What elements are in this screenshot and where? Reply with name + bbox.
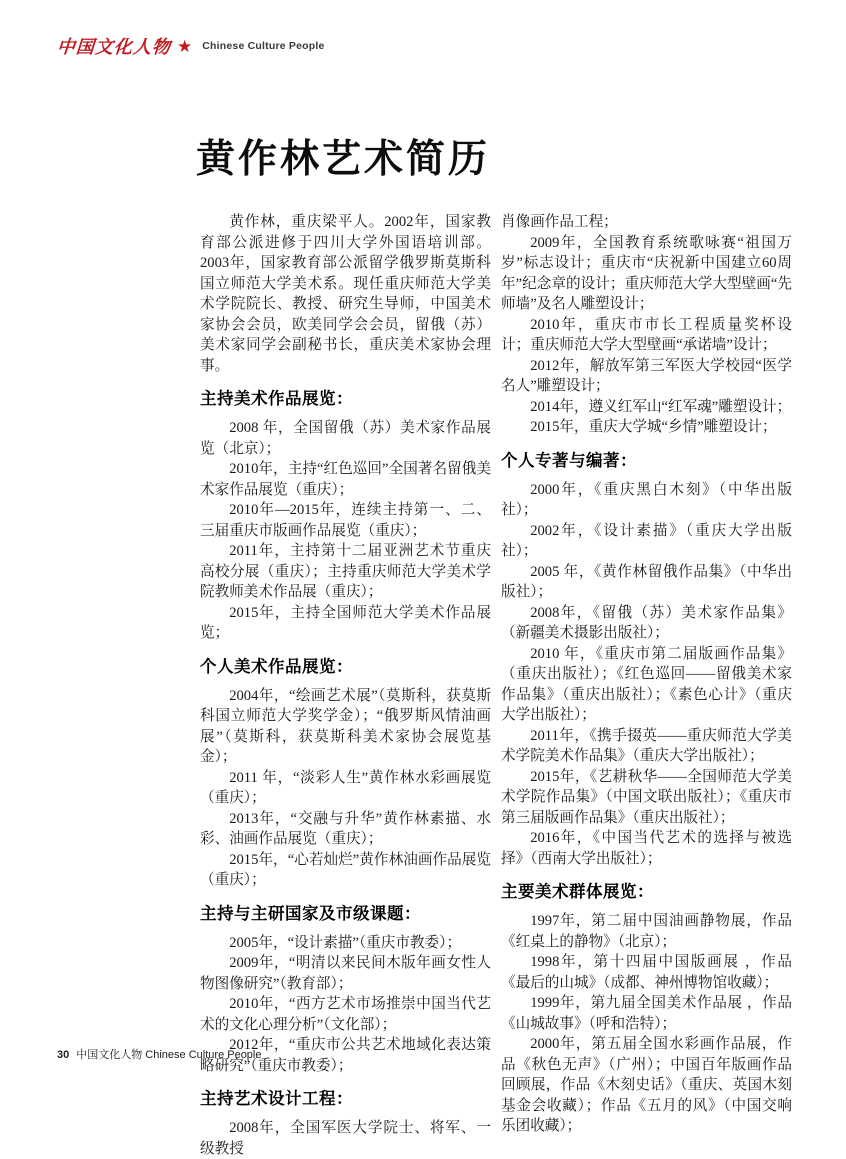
biography-paragraph: 2009年，全国教育系统歌咏赛“祖国万岁”标志设计；重庆市“庆祝新中国建立60周年”纪念章的设计；重庆师范大学大型壁画“先师墙”及名人雕塑设计； xyxy=(501,234,792,312)
page-number: 30 xyxy=(57,1049,70,1061)
biography-paragraph: 2015年，《艺耕秋华——全国师范大学美术学院作品集》（中国文联出版社）；《重庆市第三届版画作品集》（重庆出版社）； xyxy=(501,768,792,826)
biography-paragraph: 2005 年，《黄作林留俄作品集》（中华出版社）； xyxy=(501,563,792,600)
biography-paragraph: 2014年，遵义红军山“红军魂”雕塑设计； xyxy=(530,398,792,415)
right-column xyxy=(501,212,792,1134)
biography-paragraph: 黄作林，重庆梁平人。2002年，国家教育部公派进修于四川大学外国语培训部。2003年，国家教育部公派留学俄罗斯莫斯科国立师范大学美术系。现任重庆师范大学美术学院院长、教授、研究生导师，中国美术家协会会员，欧美同学会会员，留俄（苏）美术家同学会副秘书长，重庆美术家协会理事。 xyxy=(200,214,491,374)
biography-paragraph: 2010年—2015年，连续主持第一、二、三届重庆市版画作品展览（重庆）； xyxy=(200,502,491,539)
biography-paragraph: 2015年，重庆大学城“乡情”雕塑设计； xyxy=(530,419,777,435)
biography-paragraph: 2008年，全国军医大学院士、将军、一级教授 xyxy=(200,1120,491,1157)
section-heading: 主持美术作品展览： xyxy=(200,390,353,408)
biography-paragraph: 2008 年，全国留俄（苏）美术家作品展览（北京）； xyxy=(200,420,491,457)
star-icon: ★ xyxy=(177,36,193,56)
biography-paragraph: 肖像画作品工程； xyxy=(501,214,618,230)
magazine-logo-english: Chinese Culture People xyxy=(202,40,325,52)
biography-paragraph: 2013年，“交融与升华”黄作林素描、水彩、油画作品展览（重庆）； xyxy=(200,810,491,847)
biography-paragraph: 2012年，“重庆市公共艺术地域化表达策略研究”（重庆市教委）； xyxy=(200,1037,491,1074)
section-heading: 个人专著与编著： xyxy=(501,451,637,470)
biography-paragraph: 2010年，主持“红色巡回”全国著名留俄美术家作品展览（重庆）； xyxy=(200,461,491,498)
magazine-logo-chinese: 中国文化人物 xyxy=(56,37,172,58)
biography-paragraph: 1997年，第二届中国油画静物展，作品《红桌上的静物》（北京）； xyxy=(501,913,792,950)
page-title: 黄作林艺术简历 xyxy=(196,138,491,181)
biography-paragraph: 2000年，第五届全国水彩画作品展，作品《秋色无声》（广州）；中国百年版画作品回顾展，作品《木刻史话》（重庆、英国木刻基金会收藏）；作品《五月的风》（中国交响乐团收藏）； xyxy=(501,1036,792,1134)
section-heading: 主持与主研国家及市级课题： xyxy=(200,904,421,923)
biography-paragraph: 2015年，主持全国师范大学美术作品展览； xyxy=(200,604,491,641)
page-footer xyxy=(57,1046,262,1062)
biography-paragraph: 2011年，《携手掇英——重庆师范大学美术学院美术作品集》（重庆大学出版社）； xyxy=(501,727,792,764)
biography-paragraph: 2012年，解放军第三军医大学校园“医学名人”雕塑设计； xyxy=(501,357,792,394)
magazine-masthead xyxy=(57,33,325,59)
biography-paragraph: 2011年，主持第十二届亚洲艺术节重庆高校分展（重庆）；主持重庆师范大学美术学院教师美术作品展（重庆）； xyxy=(200,543,491,600)
biography-paragraph: 2008年，《留俄（苏）美术家作品集》（新疆美术摄影出版社）； xyxy=(501,604,792,641)
left-column xyxy=(200,212,491,1157)
biography-paragraph: 2010年，“西方艺术市场推崇中国当代艺术的文化心理分析”（文化部）； xyxy=(200,996,491,1033)
biography-paragraph: 2002年，《设计素描》（重庆大学出版社）； xyxy=(501,522,792,559)
biography-paragraph: 2016年，《中国当代艺术的选择与被选择》（西南大学出版社）； xyxy=(501,830,792,867)
biography-paragraph: 2005年，“设计素描”（重庆市教委）； xyxy=(229,934,462,951)
biography-paragraph: 2010年，重庆市市长工程质量奖杯设计；重庆师范大学大型壁画“承诺墙”设计； xyxy=(501,316,792,353)
biography-paragraph: 2011 年，“淡彩人生”黄作林水彩画展览（重庆）； xyxy=(200,769,491,806)
biography-paragraph: 2004年，“绘画艺术展”（莫斯科，获莫斯科国立师范大学奖学金）；“俄罗斯风情油画展”（莫斯科，获莫斯科美术家协会展览基金）； xyxy=(200,687,491,765)
biography-paragraph: 1999年，第九届全国美术作品展 ，作品《山城故事》（呼和浩特）； xyxy=(501,995,792,1032)
section-heading: 主要美术群体展览： xyxy=(501,883,654,901)
biography-paragraph: 2015年，“心若灿烂”黄作林油画作品展览（重庆）； xyxy=(200,851,491,888)
section-heading: 个人美术作品展览： xyxy=(200,657,353,676)
article-body xyxy=(200,212,792,1157)
biography-paragraph: 2000年，《重庆黑白木刻》（中华出版社）； xyxy=(501,481,792,518)
biography-paragraph: 1998年，第十四届中国版画展 ，作品《最后的山城》（成都、神州博物馆收藏）； xyxy=(501,954,792,991)
section-heading: 主持艺术设计工程： xyxy=(200,1090,353,1108)
biography-paragraph: 2009年，“明清以来民间木版年画女性人物图像研究”（教育部）； xyxy=(200,955,491,992)
biography-paragraph: 2010 年，《重庆市第二届版画作品集》（重庆出版社）；《红色巡回——留俄美术家作品集》（重庆出版社）；《素色心计》（重庆大学出版社）； xyxy=(501,645,792,723)
journal-name: 中国文化人物 Chinese Culture People xyxy=(76,1049,262,1061)
